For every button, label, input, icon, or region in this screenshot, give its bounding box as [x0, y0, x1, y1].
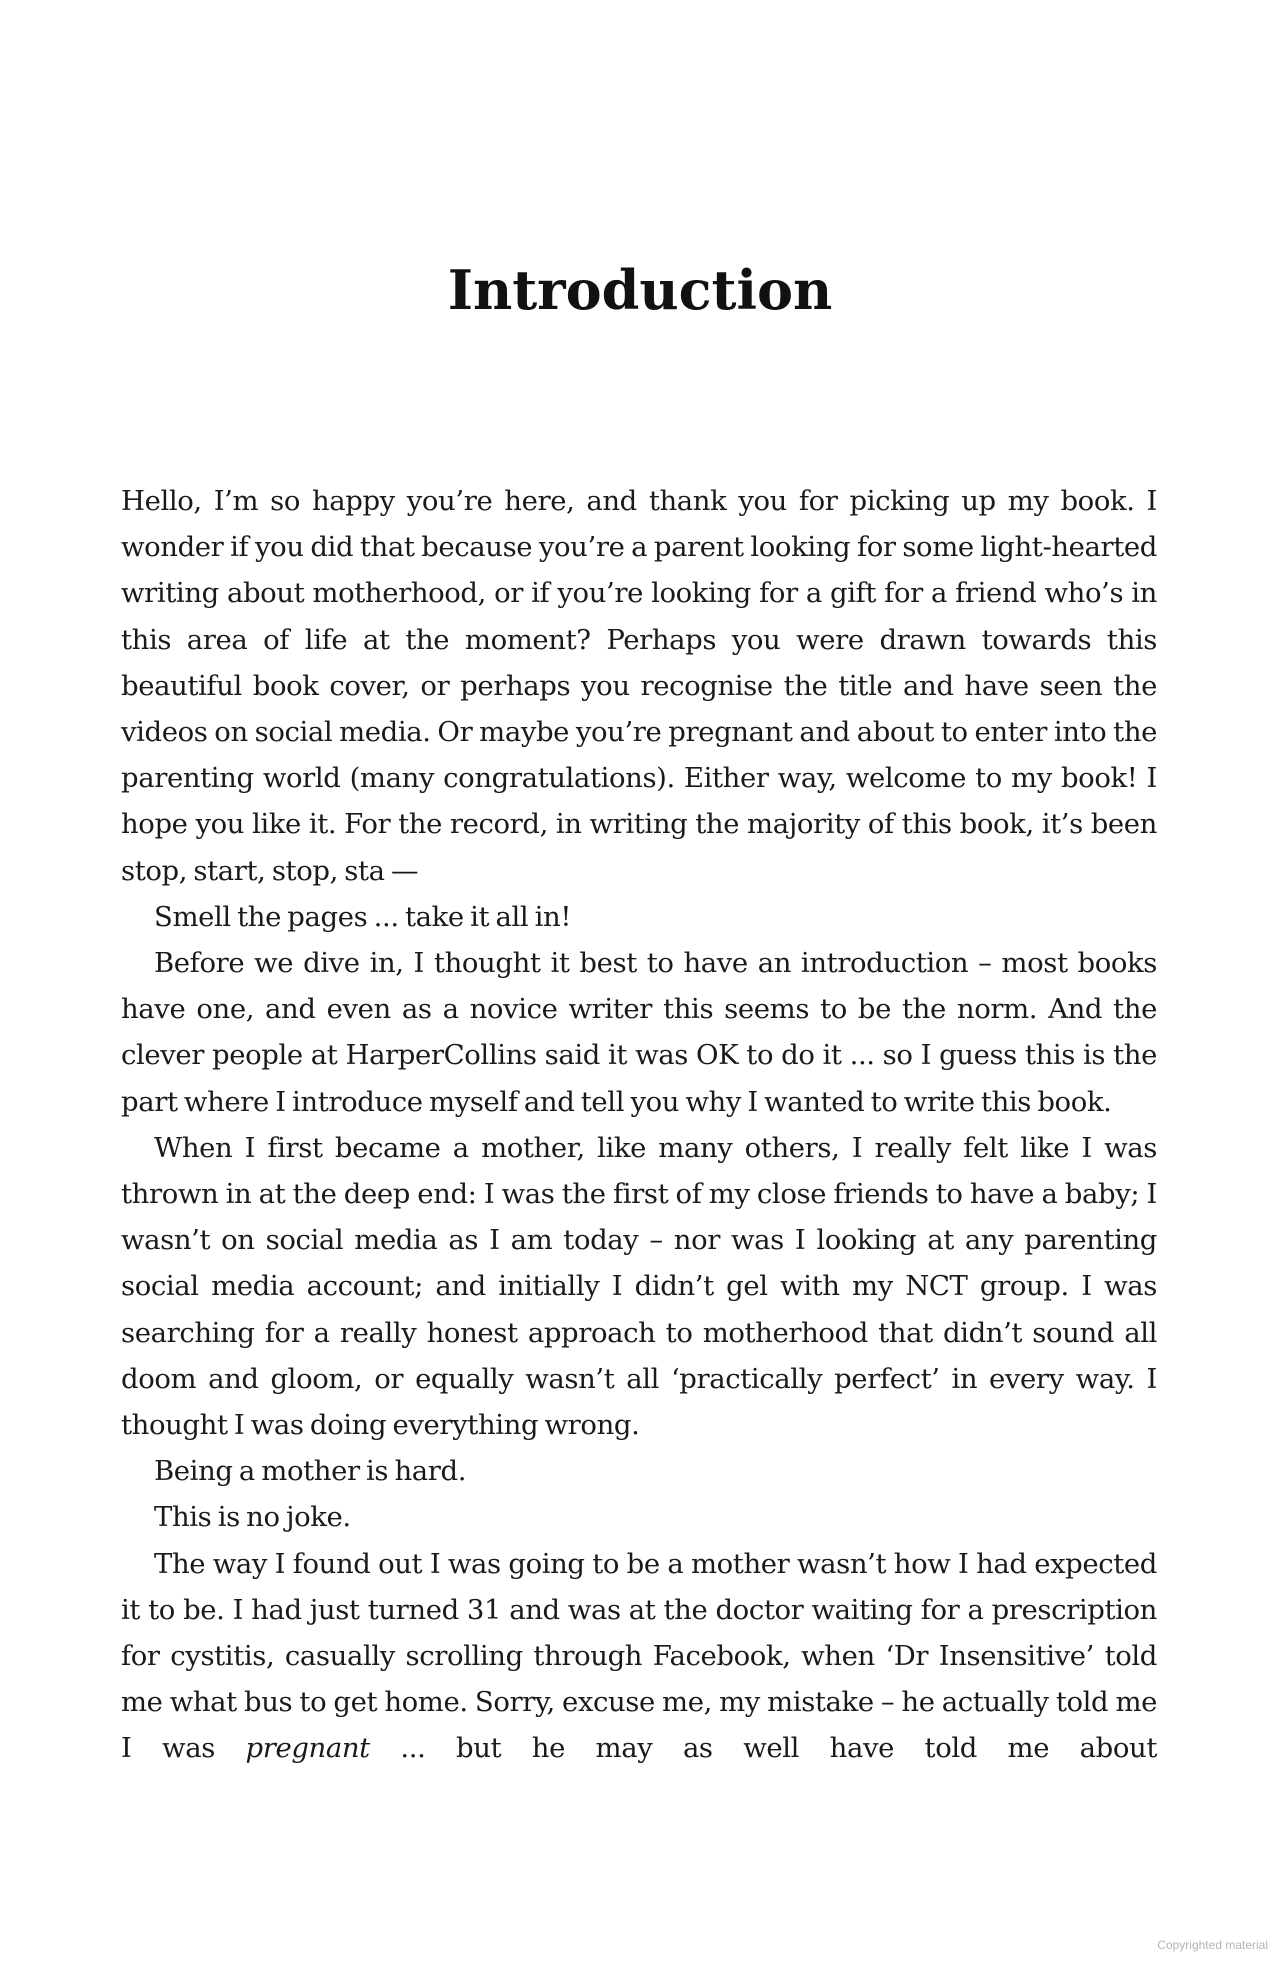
- body-text: [121, 478, 1157, 1772]
- paragraph-text: The way I found out I was going to be a mother wasn’t how I had expected it to be. I had just turned 31 and was at the doctor waiting for a prescription for cystitis, casually scrolling through Facebook, when ‘Dr Insensitive’ told me what bus to get home. Sorry, excuse me, my mistake – he actually told me I was: [121, 1547, 1157, 1765]
- paragraph: Before we dive in, I thought it best to have an introduction – most books have one, and even as a novice writer this seems to be the norm. And the clever people at HarperCollins said it was OK to do it ... so I guess this is the part where I introduce myself and tell you why I wanted to write this book.: [121, 947, 1157, 1118]
- paragraph: Being a mother is hard.: [154, 1455, 467, 1488]
- page-title: Introduction: [447, 258, 833, 322]
- italic-word: pregnant: [245, 1732, 370, 1765]
- paragraph: When I first became a mother, like many others, I really felt like I was thrown in at the deep end: I was the first of my close friends to have a baby; I wasn’t on social media as I am today – nor was I looking at any parenting social media account; and initially I didn’t gel with my NCT group. I was searching for a really honest approach to motherhood that didn’t sound all doom and gloom, or equally wasn’t all ‘practically perfect’ in every way. I thought I was doing everything wrong.: [121, 1131, 1157, 1442]
- paragraph: Hello, I’m so happy you’re here, and thank you for picking up my book. I wonder if you did that because you’re a parent looking for some light-hearted writing about motherhood, or if you’re looking for a gift for a friend who’s in this area of life at the moment? Perhaps you were drawn towards this beautiful book cover, or perhaps you recognise the title and have seen the videos on social media. Or maybe you’re pregnant and about to enter into the parenting world (many congratulations). Either way, welcome to my book! I hope you like it. For the record, in writing the majority of this book, it’s been stop, start, stop, sta —: [121, 485, 1157, 887]
- paragraph-text: ... but he may as well have told me about: [369, 1732, 1157, 1765]
- paragraph: This is no joke.: [154, 1501, 351, 1534]
- paragraph-continued: [121, 1541, 1157, 1772]
- copyright-watermark: Copyrighted material: [1157, 1938, 1268, 1952]
- paragraph: Smell the pages ... take it all in!: [154, 900, 571, 933]
